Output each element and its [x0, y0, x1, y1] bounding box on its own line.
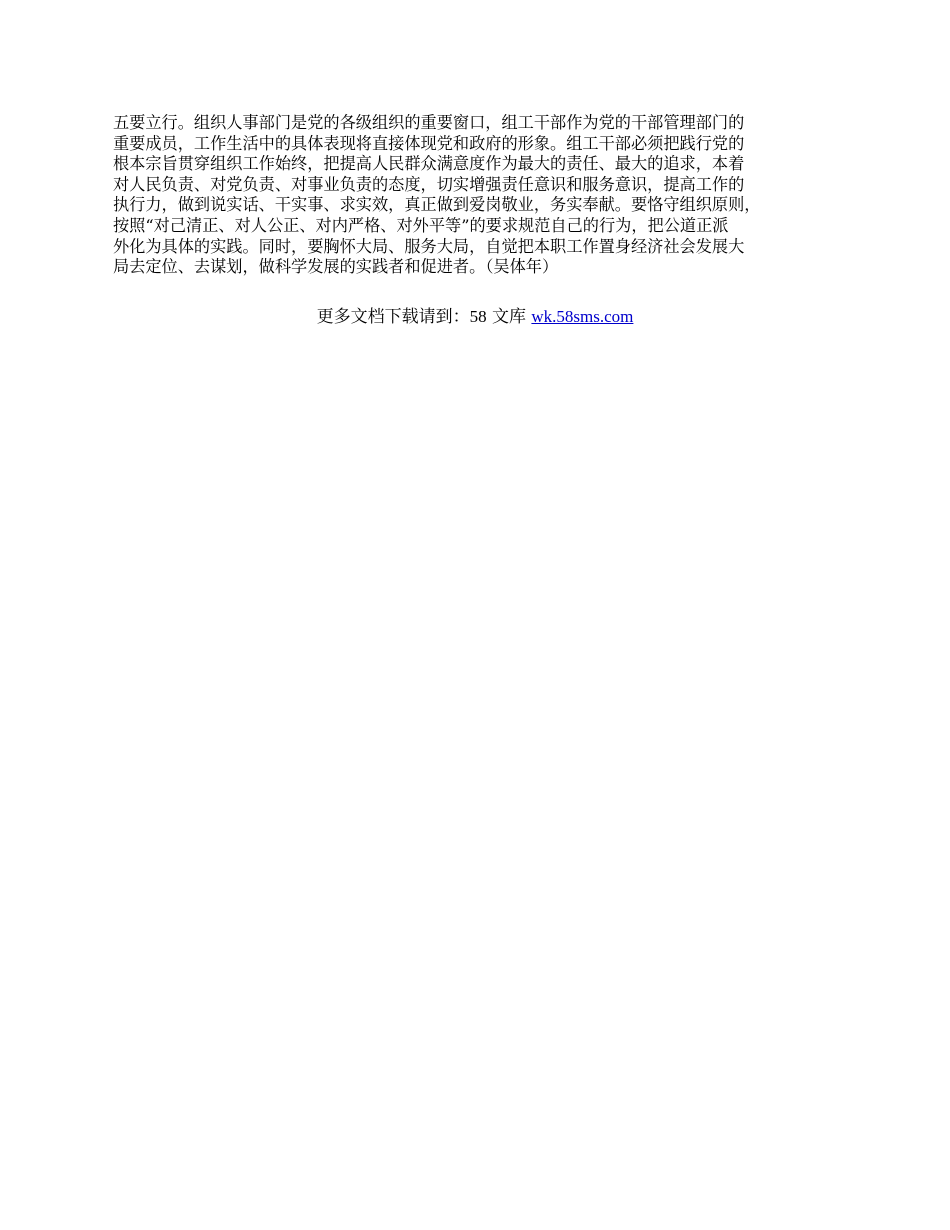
footer-number: 58: [469, 307, 487, 326]
paragraph-line-3: 根本宗旨贯穿组织工作始终，把提高人民群众满意度作为最大的责任、最大的追求，本着: [113, 154, 745, 174]
paragraph-line-6: 按照“对己清正、对人公正、对内严格、对外平等”的要求规范自己的行为，把公道正派: [113, 215, 729, 235]
paragraph-line-2: 重要成员，工作生活中的具体表现将直接体现党和政府的形象。组工干部必须把践行党的: [113, 133, 745, 153]
paragraph-line-7: 外化为具体的实践。同时，要胸怀大局、服务大局，自觉把本职工作置身经济社会发展大: [113, 236, 745, 256]
footer-middle: 文库: [486, 307, 532, 327]
paragraph-line-8: 局去定位、去谋划，做科学发展的实践者和促进者。（吴体年）: [113, 257, 559, 277]
paragraph-line-1: 五要立行。组织人事部门是党的各级组织的重要窗口，组工干部作为党的干部管理部门的: [113, 113, 745, 132]
site-link[interactable]: wk.58sms.com: [531, 307, 634, 326]
article-paragraph: [113, 113, 853, 278]
footer-prefix: 更多文档下载请到：: [316, 307, 470, 327]
paragraph-line-4: 对人民负责、对党负责、对事业负责的态度，切实增强责任意识和服务意识，提高工作的: [113, 174, 745, 194]
paragraph-line-5: 执行力，做到说实话、干实事、求实效，真正做到爱岗敬业，务实奉献。要恪守组织原则，: [113, 195, 761, 215]
download-footer: [0, 305, 950, 329]
